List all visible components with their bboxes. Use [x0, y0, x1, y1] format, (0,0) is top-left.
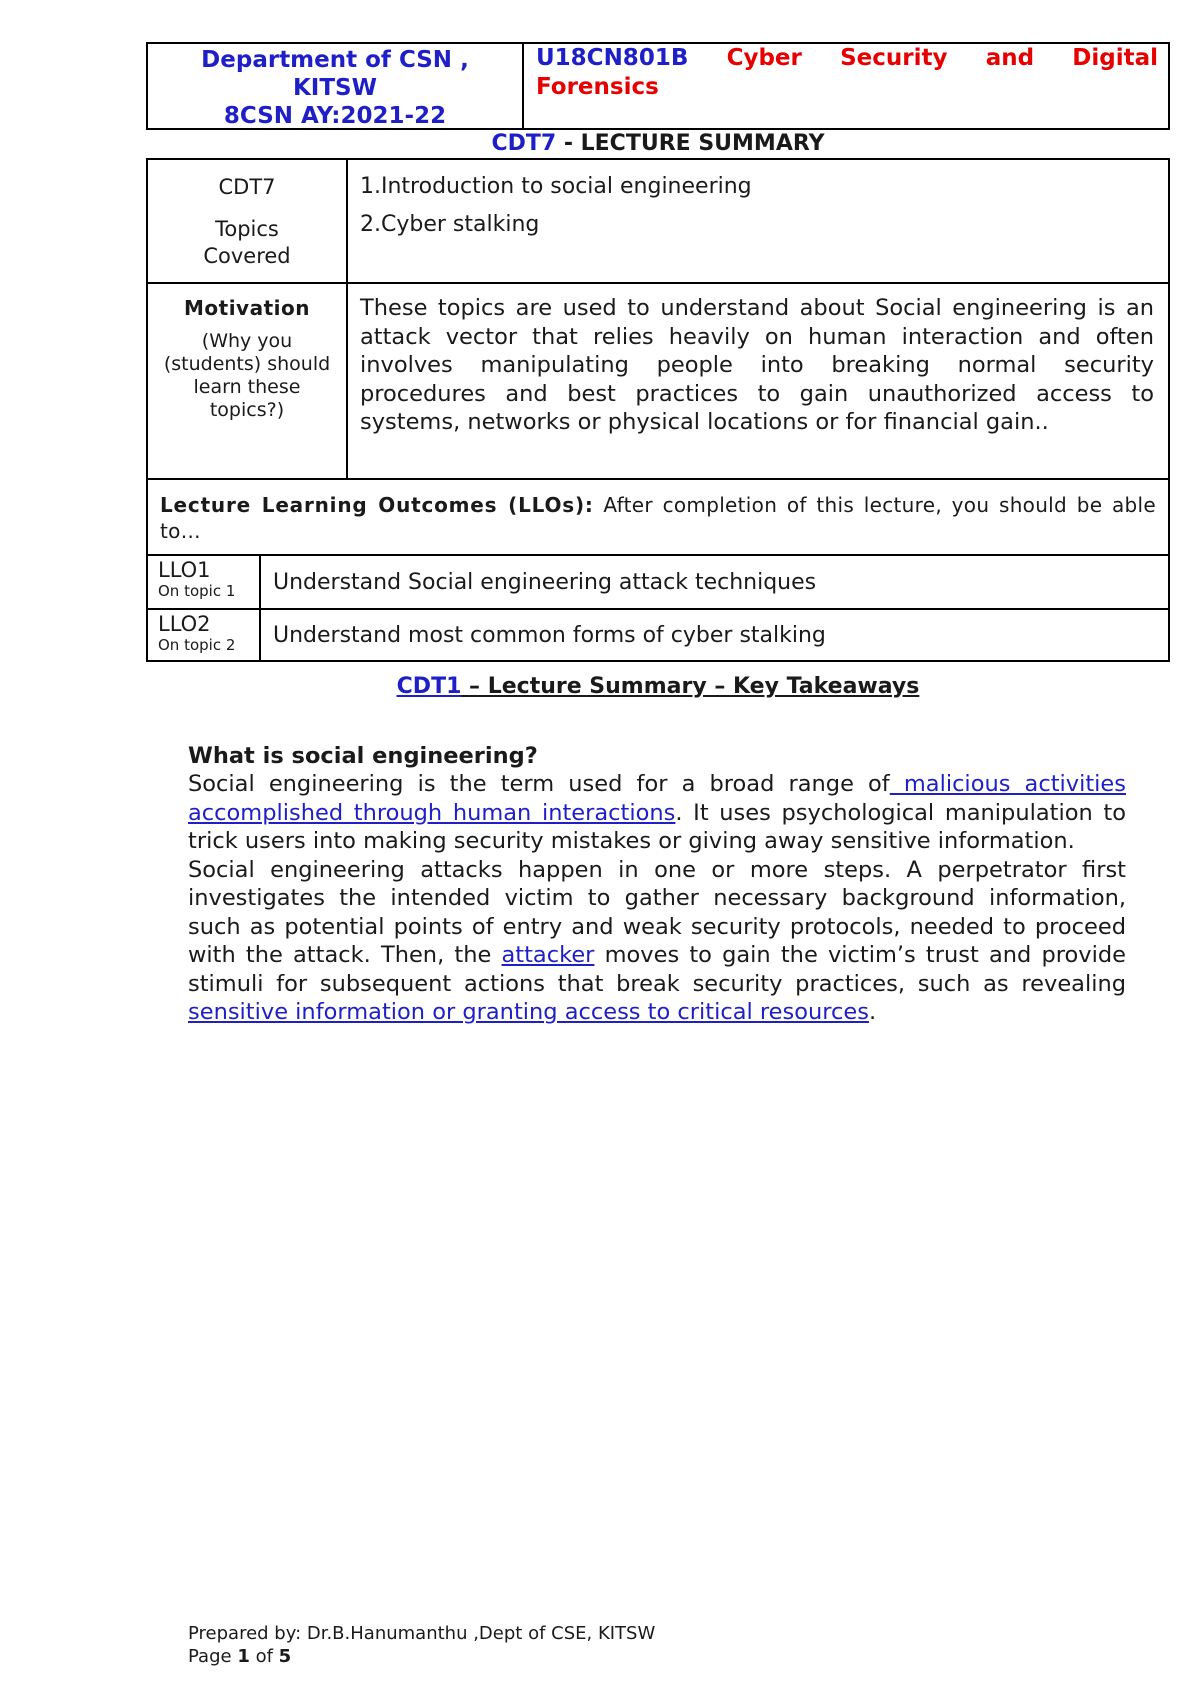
- llo-text-cell: [261, 610, 1168, 660]
- llo-row: [148, 610, 1168, 660]
- page-footer: [188, 1622, 655, 1668]
- summary-code: CDT1: [396, 674, 462, 699]
- llo-intro-rest: After completion of this lecture, you should be able to…: [160, 493, 1156, 543]
- llo-text: Understand Social engineering attack techniques: [273, 569, 817, 595]
- paragraph-text: moves to gain the victim’s trust and provide stimuli for subsequent actions that break security practices, such as revealing: [188, 942, 1126, 997]
- topics-label-cell: [148, 160, 348, 282]
- sensitive-information-link[interactable]: sensitive information or granting access to critical resources: [188, 999, 869, 1025]
- motivation-label-cell: [148, 284, 348, 478]
- attacker-link[interactable]: attacker: [501, 942, 595, 968]
- topics-list-cell: [348, 160, 1168, 282]
- prepared-by: Prepared by: Dr.B.Hanumanthu ,Dept of CSE, KITSW: [188, 1623, 656, 1644]
- topic-item: 1.Introduction to social engineering: [360, 174, 752, 199]
- llo-id: LLO2: [158, 612, 211, 636]
- total-pages: 5: [278, 1646, 292, 1667]
- summary-title-text: – Lecture Summary – Key Takeaways: [461, 674, 920, 699]
- department-cell: [148, 44, 524, 128]
- motivation-text-cell: [348, 284, 1168, 478]
- paragraph-text: Social engineering is the term used for a broad range of: [188, 771, 890, 797]
- covered-label: Covered: [203, 244, 291, 268]
- llo-intro-row: [148, 480, 1168, 556]
- current-page: 1: [237, 1646, 250, 1667]
- llo-id: LLO1: [158, 558, 211, 582]
- motivation-row: [148, 284, 1168, 480]
- llo-id-cell: [148, 556, 261, 608]
- llo-row: [148, 556, 1168, 610]
- paragraph: [188, 856, 1126, 1027]
- llo-text: Understand most common forms of cyber stalking: [273, 622, 826, 648]
- motivation-subtext: (Why you (students) should learn these topics?): [163, 330, 331, 421]
- section-question: What is social engineering?: [188, 743, 538, 769]
- lecture-summary-title: [146, 131, 1170, 157]
- topic-item: 2.Cyber stalking: [360, 212, 540, 237]
- key-takeaways-title: [146, 674, 1170, 699]
- course-title-word: Forensics: [536, 74, 659, 100]
- summary-body: [188, 742, 1126, 1027]
- course-code: U18CN801B: [536, 45, 689, 71]
- academic-year: 8CSN AY:2021-22: [223, 103, 447, 129]
- llo-intro-heading: Lecture Learning Outcomes (LLOs):: [160, 493, 594, 517]
- course-title-word: Digital: [1072, 45, 1158, 71]
- paragraph: [188, 770, 1126, 856]
- topics-row: [148, 160, 1168, 284]
- llo-topic: On topic 2: [158, 636, 236, 654]
- lecture-code: CDT7: [491, 131, 557, 156]
- motivation-heading: Motivation: [184, 296, 310, 320]
- paragraph-text: .: [868, 999, 877, 1025]
- llo-topic: On topic 1: [158, 582, 236, 600]
- page-label: Page: [188, 1646, 238, 1667]
- cdt-label: CDT7: [218, 175, 276, 199]
- course-title-word: Cyber: [726, 45, 802, 71]
- department-name: Department of CSN ,: [201, 47, 469, 73]
- paragraph-text: Social engineering attacks happen in one or more steps. A perpetrator first investigates the intended victim to gather necessary background information, such as potential points of entry and weak security protocols, needed to proceed with the attack. Then, the: [188, 856, 1126, 968]
- course-cell: [524, 44, 1168, 128]
- institute-name: KITSW: [292, 75, 377, 101]
- llo-intro-text: [160, 492, 1156, 544]
- paragraph-text: . It uses psychological manipulation to trick users into making security mistakes or giving away sensitive information.: [188, 799, 1126, 854]
- course-title-word: and: [985, 45, 1035, 71]
- page-number: [188, 1645, 655, 1668]
- topics-label: Topics: [215, 217, 279, 241]
- header-table: [146, 42, 1170, 130]
- lecture-title-text: - LECTURE SUMMARY: [556, 131, 825, 156]
- page-of-label: of: [249, 1646, 279, 1667]
- llo-id-cell: [148, 610, 261, 660]
- motivation-text: These topics are used to understand about Social engineering is an attack vector that relies heavily on human interaction and often involves manipulating people into breaking normal security procedures and best practices to gain unauthorized access to systems, networks or physical locations or for financial gain..: [360, 295, 1154, 435]
- llo-text-cell: [261, 556, 1168, 608]
- lecture-summary-table: [146, 158, 1170, 662]
- course-title-word: Security: [840, 45, 948, 71]
- malicious-activities-link[interactable]: malicious activities accomplished through human interactions: [188, 771, 1126, 826]
